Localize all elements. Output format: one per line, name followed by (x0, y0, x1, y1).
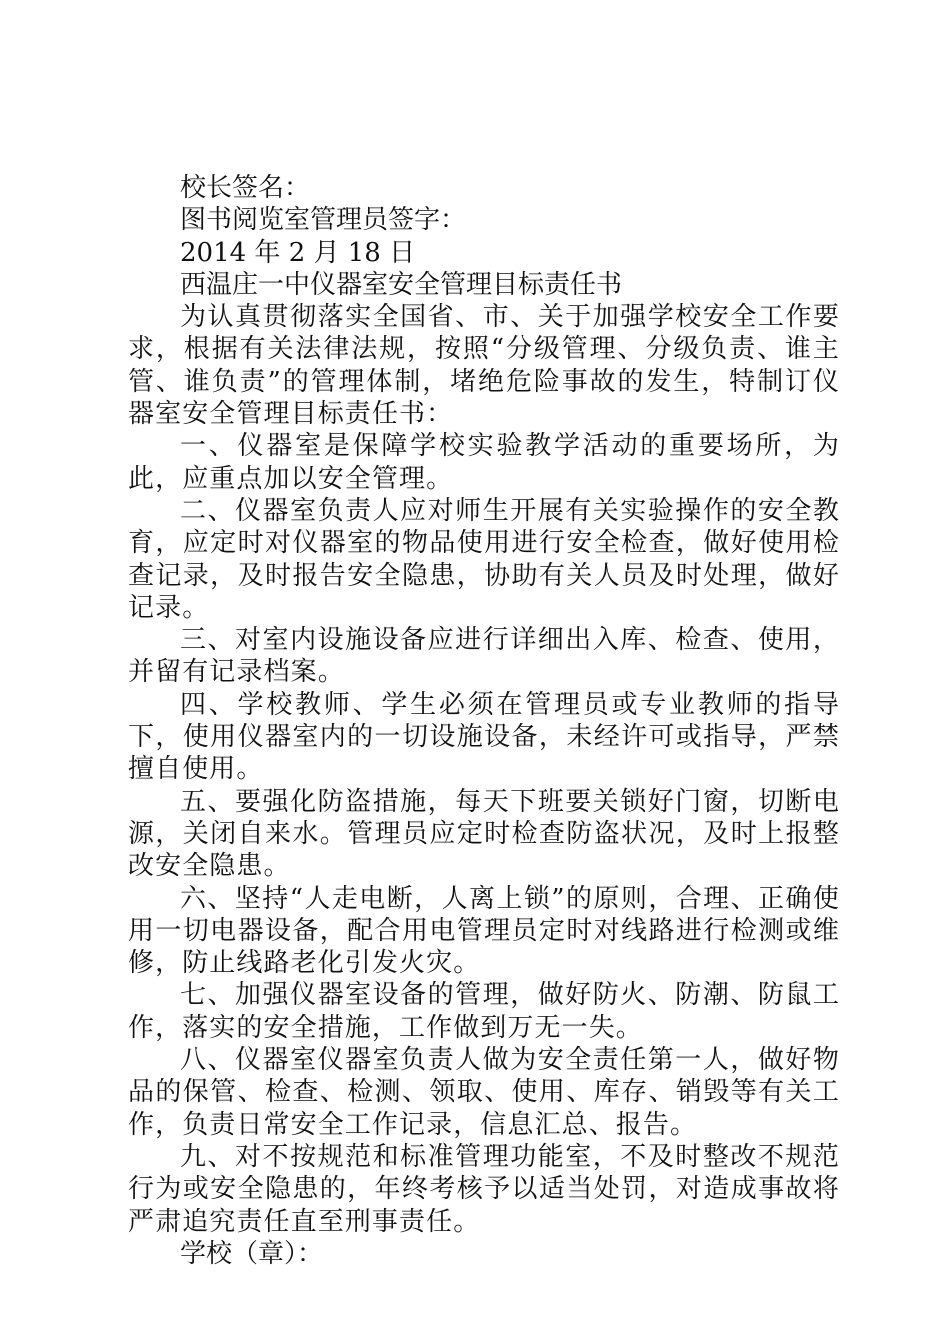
document-date: 2014 年 2 月 18 日 (180, 237, 416, 268)
clause-7: 七、加强仪器室设备的管理，做好防火、防潮、防鼠工作，落实的安全措施，工作做到万无一失。 (128, 980, 840, 1043)
clause-3: 三、对室内设施设备应进行详细出入库、检查、使用，并留有记录档案。 (128, 625, 840, 688)
clause-1: 一、仪器室是保障学校实验教学活动的重要场所，为此，应重点加以安全管理。 (128, 431, 840, 494)
clause-2: 二、仪器室负责人应对师生开展有关实验操作的安全教育，应定时对仪器室的物品使用进行安全检查，做好使用检查记录，及时报告安全隐患，协助有关人员及时处理，做好记录。 (128, 495, 840, 623)
school-seal-line: 学校（章）： (180, 1238, 324, 1269)
document-title: 西温庄一中仪器室安全管理目标责任书 (180, 269, 623, 300)
document-body (128, 172, 840, 1270)
intro-paragraph: 为认真贯彻落实全国省、市、关于加强学校安全工作要求，根据有关法律法规，按照“分级管理、分级负责、谁主管、谁负责”的管理体制，堵绝危险事故的发生，特制订仪器室安全管理目标责任书： (128, 302, 840, 430)
clause-9: 九、对不按规范和标准管理功能室，不及时整改不规范行为或安全隐患的，年终考核予以适当处罚，对造成事故将严肃追究责任直至刑事责任。 (128, 1141, 840, 1237)
clause-6: 六、坚持“人走电断，人离上锁”的原则，合理、正确使用一切电器设备，配合用电管理员定时对线路进行检测或维修，防止线路老化引发火灾。 (128, 883, 840, 979)
clause-8: 八、仪器室仪器室负责人做为安全责任第一人，做好物品的保管、检查、检测、领取、使用、库存、销毁等有关工作，负责日常安全工作记录，信息汇总、报告。 (128, 1045, 840, 1140)
principal-signature-line: 校长签名： (180, 173, 311, 203)
clause-4: 四、学校教师、学生必须在管理员或专业教师的指导下，使用仪器室内的一切设施设备，未经许可或指导，严禁擅自使用。 (128, 689, 840, 785)
clause-5: 五、要强化防盗措施，每天下班要关锁好门窗，切断电源，关闭自来水。管理员应定时检查防盗状况，及时上报整改安全隐患。 (128, 786, 840, 882)
librarian-signature-line: 图书阅览室管理员签字： (180, 205, 467, 236)
